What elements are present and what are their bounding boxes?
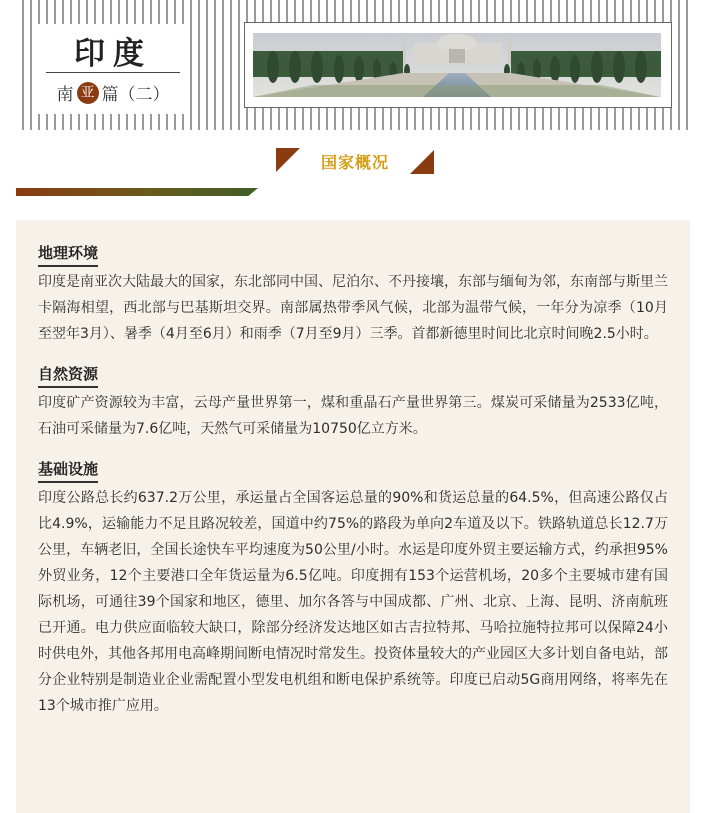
section-heading [272, 146, 438, 176]
subtitle-suffix: 篇（二） [101, 85, 170, 105]
block-geography [38, 242, 668, 347]
title-box [38, 24, 188, 114]
content-panel [16, 220, 690, 813]
taj-mahal-garden-illustration [253, 33, 661, 97]
block-body: 印度矿产资源较为丰富，云母产量世界第一，煤和重晶石产量世界第三。煤炭可采储量为2533亿吨，石油可采储量为7.6亿吨，天然气可采储量为10750亿立方米。 [38, 395, 668, 437]
block-title: 地理环境 [38, 242, 98, 267]
subtitle-prefix: 南 [56, 85, 74, 105]
section-left-triangle [276, 148, 300, 172]
block-resources [38, 363, 668, 442]
photo-frame [244, 22, 672, 108]
page-subtitle [38, 80, 188, 105]
subtitle-badge: 亚 [77, 82, 99, 104]
block-body: 印度是南亚次大陆最大的国家，东北部同中国、尼泊尔、不丹接壤，东部与缅甸为邻，东南部与斯里兰卡隔海相望，西北部与巴基斯坦交界。南部属热带季风气候，北部为温带气候，一年分为凉季（10月至翌年3月）、暑季（4月至6月）和雨季（7月至9月）三季。首都新德里时间比北京时间晚2.5小时。 [38, 274, 668, 342]
section-title: 国家概况 [320, 153, 389, 172]
block-infrastructure [38, 458, 668, 719]
section-underline-bar [16, 188, 258, 196]
block-title: 自然资源 [38, 363, 98, 388]
title-divider [46, 72, 180, 73]
header-banner [16, 0, 690, 130]
page-title: 印度 [74, 36, 152, 72]
section-right-triangle [410, 150, 434, 174]
block-title: 基础设施 [38, 458, 98, 483]
block-body: 印度公路总长约637.2万公里，承运量占全国客运总量的90%和货运总量的64.5%，但高速公路仅占比4.9%，运输能力不足且路况较差，国道中约75%的路段为单向2车道及以下。铁路轨道总长12.7万公里，车辆老旧，全国长途快车平均速度为50公里/小时。水运是印度外贸主要运输方式，约承担95%外贸业务，12个主要港口全年货运量为6.5亿吨。印度拥有153个运营机场，20多个主要城市建有国际机场，可通往39个国家和地区，德里、加尔各答与中国成都、广州、北京、上海、昆明、济南航班已开通。电力供应面临较大缺口，除部分经济发达地区如古吉拉特邦、马哈拉施特拉邦可以保障24小时供电外，其他各邦用电高峰期间断电情况时常发生。投资体量较大的产业园区大多计划自备电站，部分企业特别是制造业企业需配置小型发电机组和断电保护系统等。印度已启动5G商用网络，将率先在13个城市推广应用。 [38, 490, 668, 714]
taj-mahal-photo [253, 33, 661, 97]
